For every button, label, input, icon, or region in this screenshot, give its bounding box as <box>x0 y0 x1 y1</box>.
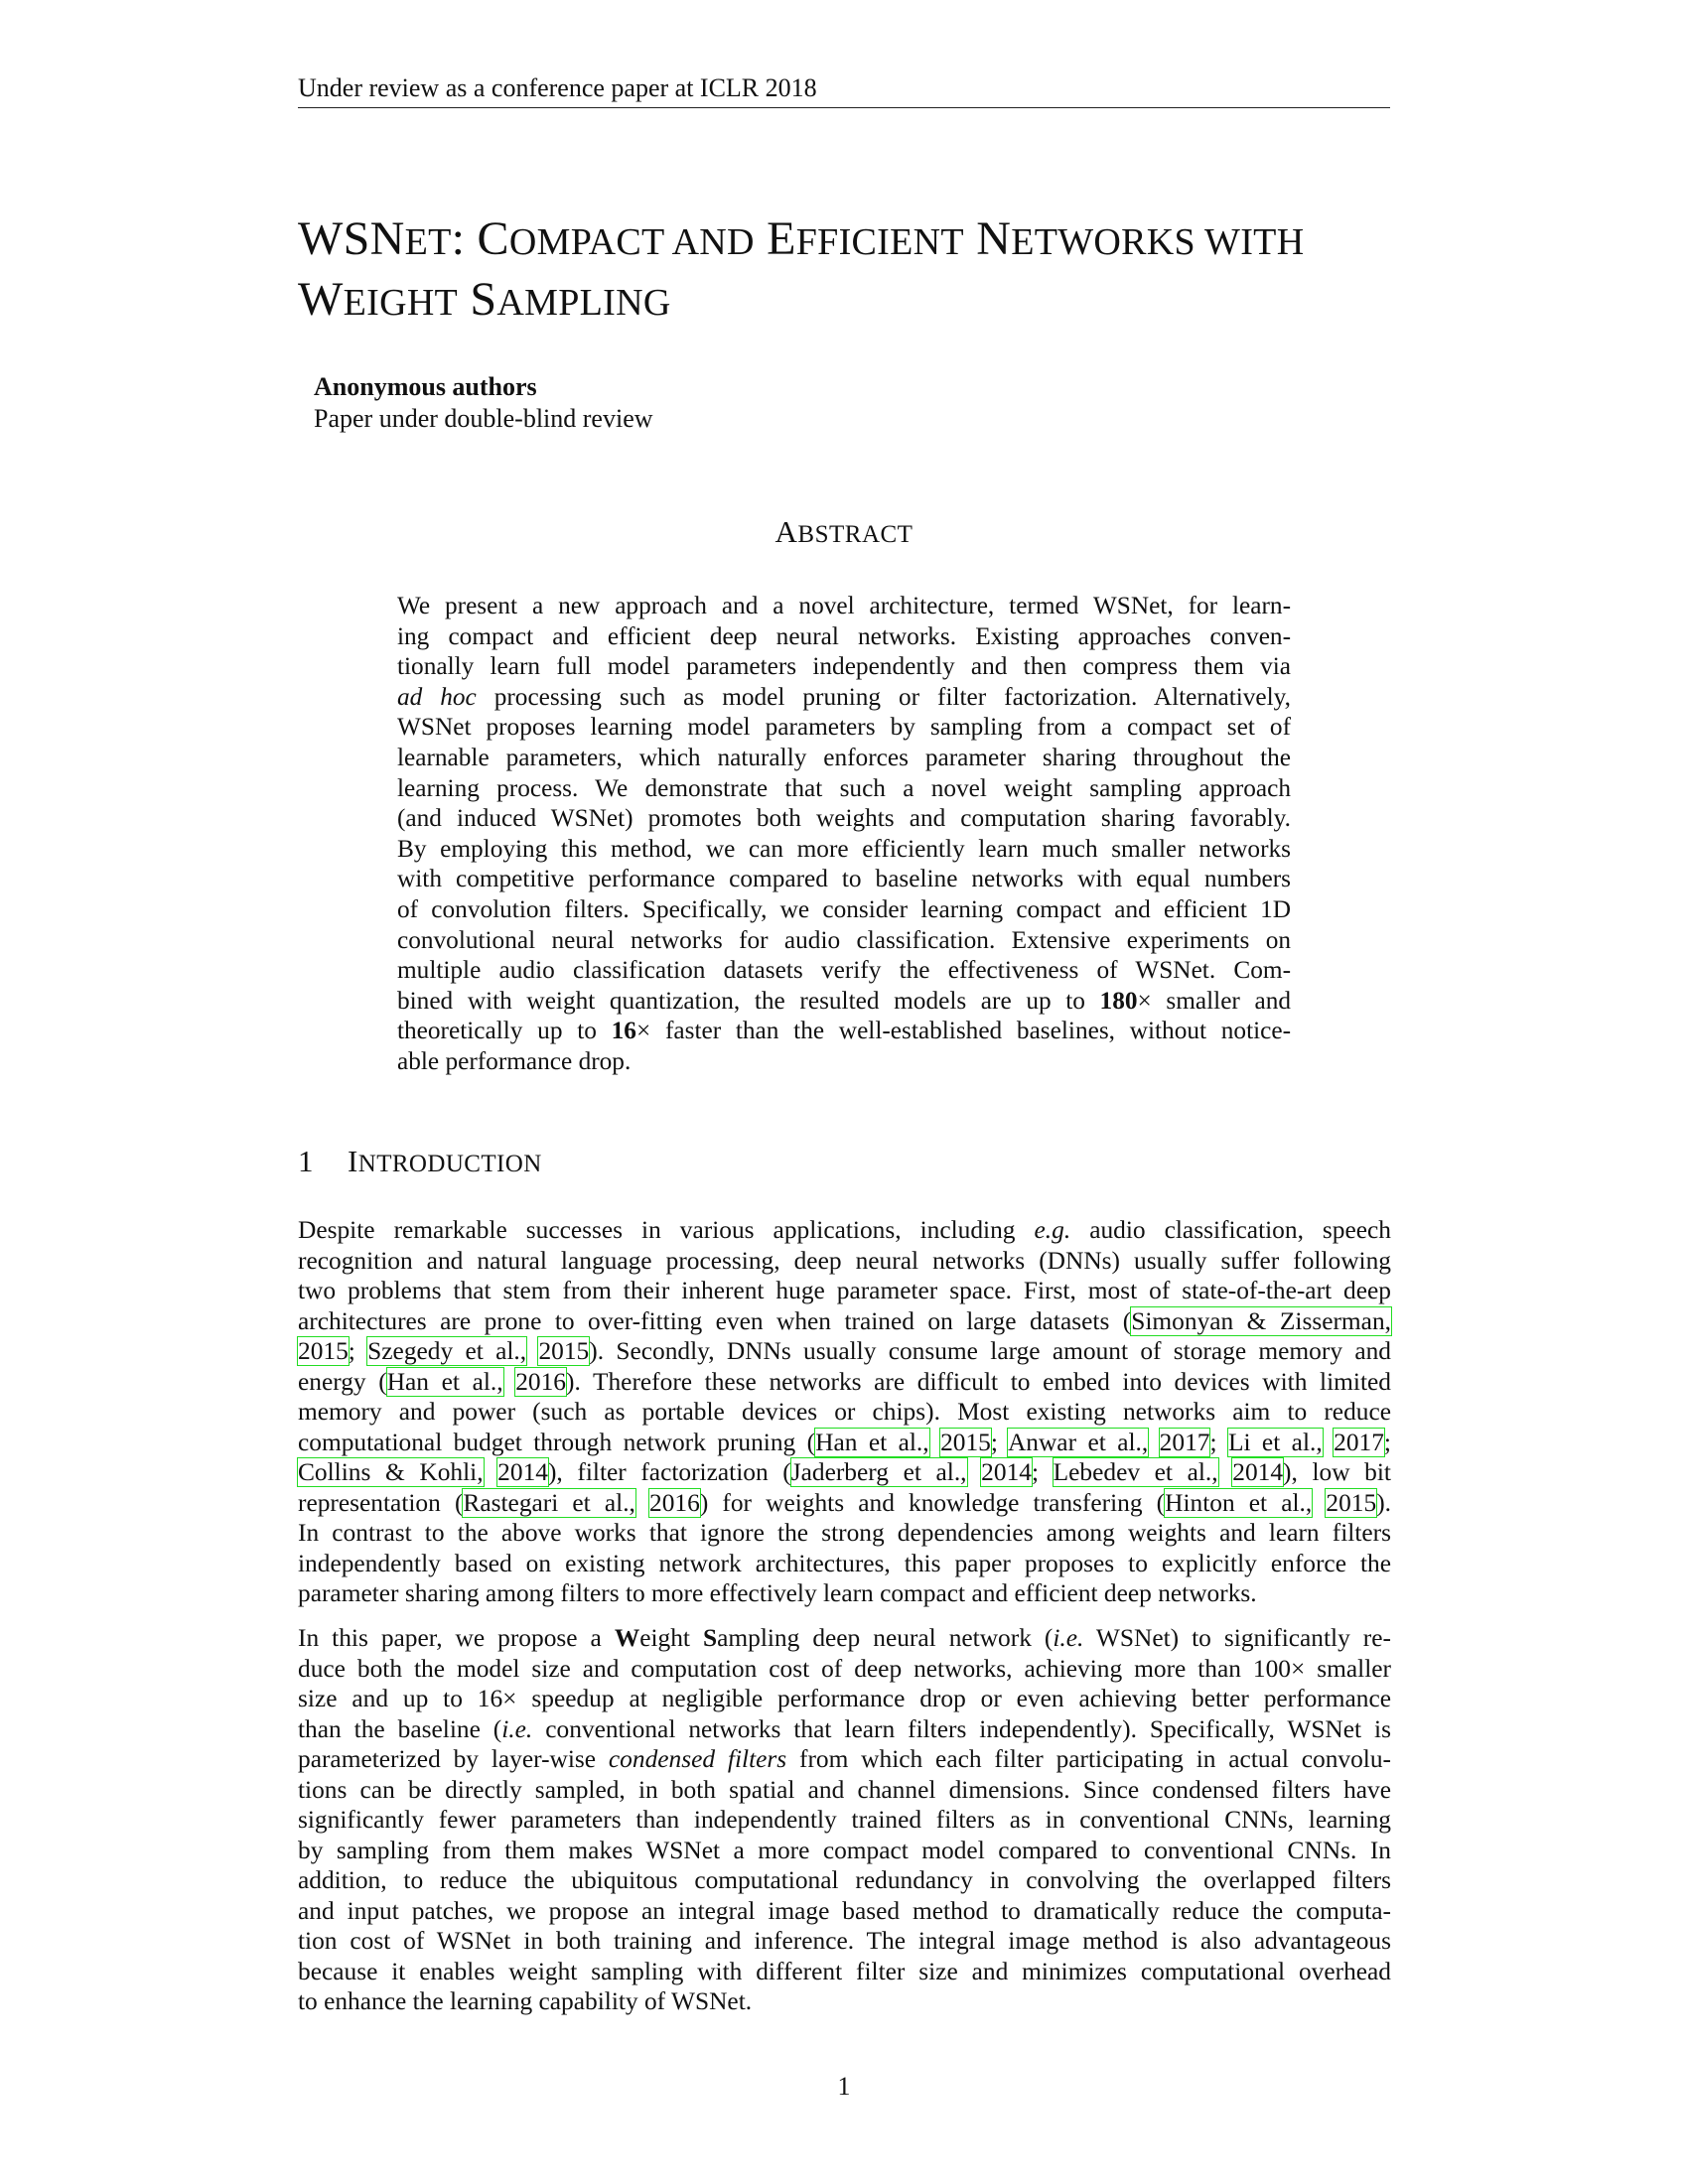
title-line-2: WEIGHT SAMPLING <box>298 273 671 326</box>
body-line: because it enables weight sampling with different filter size and minimizes computational overhead <box>298 1957 1391 1985</box>
body-line: In contrast to the above works that ignore the strong dependencies among weights and learn filters <box>298 1519 1391 1547</box>
section-number: 1 <box>298 1144 314 1178</box>
abstract-line: with competitive performance compared to baseline networks with equal numbers <box>397 865 1291 893</box>
body-line: architectures are prone to over-fitting even when trained on large datasets (Simonyan & Zisserman, <box>298 1306 1391 1335</box>
body-line: In this paper, we propose a Weight Sampling deep neural network (i.e. WSNet) to significantly re- <box>298 1624 1391 1652</box>
body-line: size and up to 16× speedup at negligible performance drop or even achieving better performance <box>298 1685 1391 1712</box>
body-line: recognition and natural language processing, deep neural networks (DNNs) usually suffer following <box>298 1246 1391 1275</box>
abstract-heading: ABSTRACT <box>774 514 914 549</box>
section-heading-introduction <box>298 1142 542 1184</box>
citation-link[interactable]: 2016 <box>649 1488 700 1517</box>
abstract-line: learning process. We demonstrate that such a novel weight sampling approach <box>397 773 1291 802</box>
abstract-line: convolutional neural networks for audio classification. Extensive experiments on <box>397 925 1291 954</box>
citation-link[interactable]: Lebedev et al., <box>1053 1458 1218 1486</box>
author-name: Anonymous authors <box>314 372 537 401</box>
body-line: significantly fewer parameters than independently trained filters as in conventional CNNs, learning <box>298 1806 1391 1834</box>
body-line: tions can be directly sampled, in both spatial and channel dimensions. Since condensed filters have <box>298 1775 1391 1804</box>
citation-link[interactable]: 2015 <box>940 1428 991 1456</box>
body-line: by sampling from them makes WSNet a more compact model compared to conventional CNNs. In <box>298 1836 1391 1864</box>
citation-link[interactable]: 2017 <box>1334 1428 1384 1456</box>
abstract-body <box>397 591 1291 1077</box>
body-line: addition, to reduce the ubiquitous computational redundancy in convolving the overlapped filters <box>298 1866 1391 1894</box>
citation-link[interactable]: Collins & Kohli, <box>298 1458 484 1486</box>
body-line: to enhance the learning capability of WSNet. <box>298 1987 753 2015</box>
citation-link[interactable]: Han et al., <box>815 1428 929 1456</box>
abstract-line: ad hoc processing such as model pruning or filter factorization. Alternatively, <box>397 682 1291 711</box>
abstract-line: theoretically up to 16× faster than the well-established baselines, without notice- <box>397 1017 1292 1045</box>
abstract-line: tionally learn full model parameters independently and then compress them via <box>397 652 1291 681</box>
abstract-line: able performance drop. <box>397 1046 632 1075</box>
citation-link[interactable]: Jaderberg et al., <box>790 1458 967 1486</box>
body-line: memory and power (such as portable devices or chips). Most existing networks aim to reduce <box>298 1398 1391 1426</box>
section-title: INTRODUCTION <box>348 1144 542 1178</box>
citation-link[interactable]: Hinton et al., <box>1165 1488 1313 1517</box>
body-line: representation (Rastegari et al., 2016) for weights and knowledge transfering (Hinton et al., 2015). <box>298 1488 1391 1517</box>
citation-link[interactable]: 2017 <box>1159 1428 1210 1456</box>
body-line: than the baseline (i.e. conventional networks that learn filters independently). Specifically, WSNet is <box>298 1714 1391 1743</box>
title-line-1: WSNET: COMPACT AND EFFICIENT NETWORKS WITH <box>298 212 1305 265</box>
abstract-line: learnable parameters, which naturally enforces parameter sharing throughout the <box>397 743 1291 771</box>
body-line: 2015; Szegedy et al., 2015). Secondly, DNNs usually consume large amount of storage memory and <box>298 1337 1391 1365</box>
intro-paragraph-2 <box>298 1623 1391 2017</box>
abstract-line: multiple audio classification datasets verify the effectiveness of WSNet. Com- <box>397 956 1291 985</box>
body-line: parameterized by layer-wise condensed filters from which each filter participating in actual convolu- <box>298 1745 1391 1773</box>
body-line: independently based on existing network architectures, this paper proposes to explicitly enforce the <box>298 1549 1391 1577</box>
page-number: 1 <box>837 2072 851 2101</box>
abstract-line: WSNet proposes learning model parameters by sampling from a compact set of <box>397 713 1291 742</box>
citation-link[interactable]: Anwar et al., <box>1007 1428 1149 1456</box>
citation-link[interactable]: 2014 <box>1232 1458 1284 1486</box>
body-line: energy (Han et al., 2016). Therefore these networks are difficult to embed into devices with limited <box>298 1367 1391 1396</box>
citation-link[interactable]: Li et al., <box>1227 1428 1323 1456</box>
abstract-line: bined with weight quantization, the resulted models are up to 180× smaller and <box>397 986 1291 1015</box>
body-line: duce both the model size and computation cost of deep networks, achieving more than 100× smaller <box>298 1654 1391 1683</box>
abstract-line: We present a new approach and a novel architecture, termed WSNet, for learn- <box>397 592 1291 619</box>
paper-title <box>298 210 1400 332</box>
abstract-line: By employing this method, we can more efficiently learn much smaller networks <box>397 834 1291 863</box>
citation-link[interactable]: 2015 <box>298 1337 349 1365</box>
body-line: two problems that stem from their inherent huge parameter space. First, most of state-of-the-art deep <box>298 1277 1391 1304</box>
citation-link[interactable]: 2015 <box>1326 1488 1377 1517</box>
abstract-line: ing compact and efficient deep neural networks. Existing approaches conven- <box>397 621 1291 650</box>
body-line: Despite remarkable successes in various applications, including e.g. audio classification, speech <box>298 1216 1391 1244</box>
citation-link[interactable]: 2015 <box>538 1337 590 1365</box>
citation-link[interactable]: 2016 <box>515 1367 566 1396</box>
abstract-line: of convolution filters. Specifically, we consider learning compact and efficient 1D <box>397 894 1291 923</box>
citation-link[interactable]: Rastegari et al., <box>463 1488 635 1517</box>
abstract-line: (and induced WSNet) promotes both weights and computation sharing favorably. <box>397 804 1291 833</box>
body-line: and input patches, we propose an integral image based method to dramatically reduce the computa- <box>298 1896 1391 1925</box>
body-line: Collins & Kohli, 2014), filter factorization (Jaderberg et al., 2014; Lebedev et al., 2014), low bit <box>298 1458 1391 1486</box>
review-note: Paper under double-blind review <box>314 404 653 433</box>
citation-link[interactable]: 2014 <box>497 1458 548 1486</box>
citation-link[interactable]: Simonyan & Zisserman, <box>1131 1306 1391 1335</box>
citation-link[interactable]: Szegedy et al., <box>367 1337 527 1365</box>
intro-paragraph-1 <box>298 1215 1391 1609</box>
citation-link[interactable]: Han et al., <box>386 1367 503 1396</box>
body-line: computational budget through network pruning (Han et al., 2015; Anwar et al., 2017; Li et al., 2017; <box>298 1428 1391 1456</box>
body-line: tion cost of WSNet in both training and inference. The integral image method is also advantageous <box>298 1927 1391 1955</box>
running-header: Under review as a conference paper at ICLR 2018 <box>298 71 1390 108</box>
body-line: parameter sharing among filters to more effectively learn compact and efficient deep networks. <box>298 1579 1257 1607</box>
citation-link[interactable]: 2014 <box>981 1458 1032 1486</box>
author-block <box>314 371 653 435</box>
